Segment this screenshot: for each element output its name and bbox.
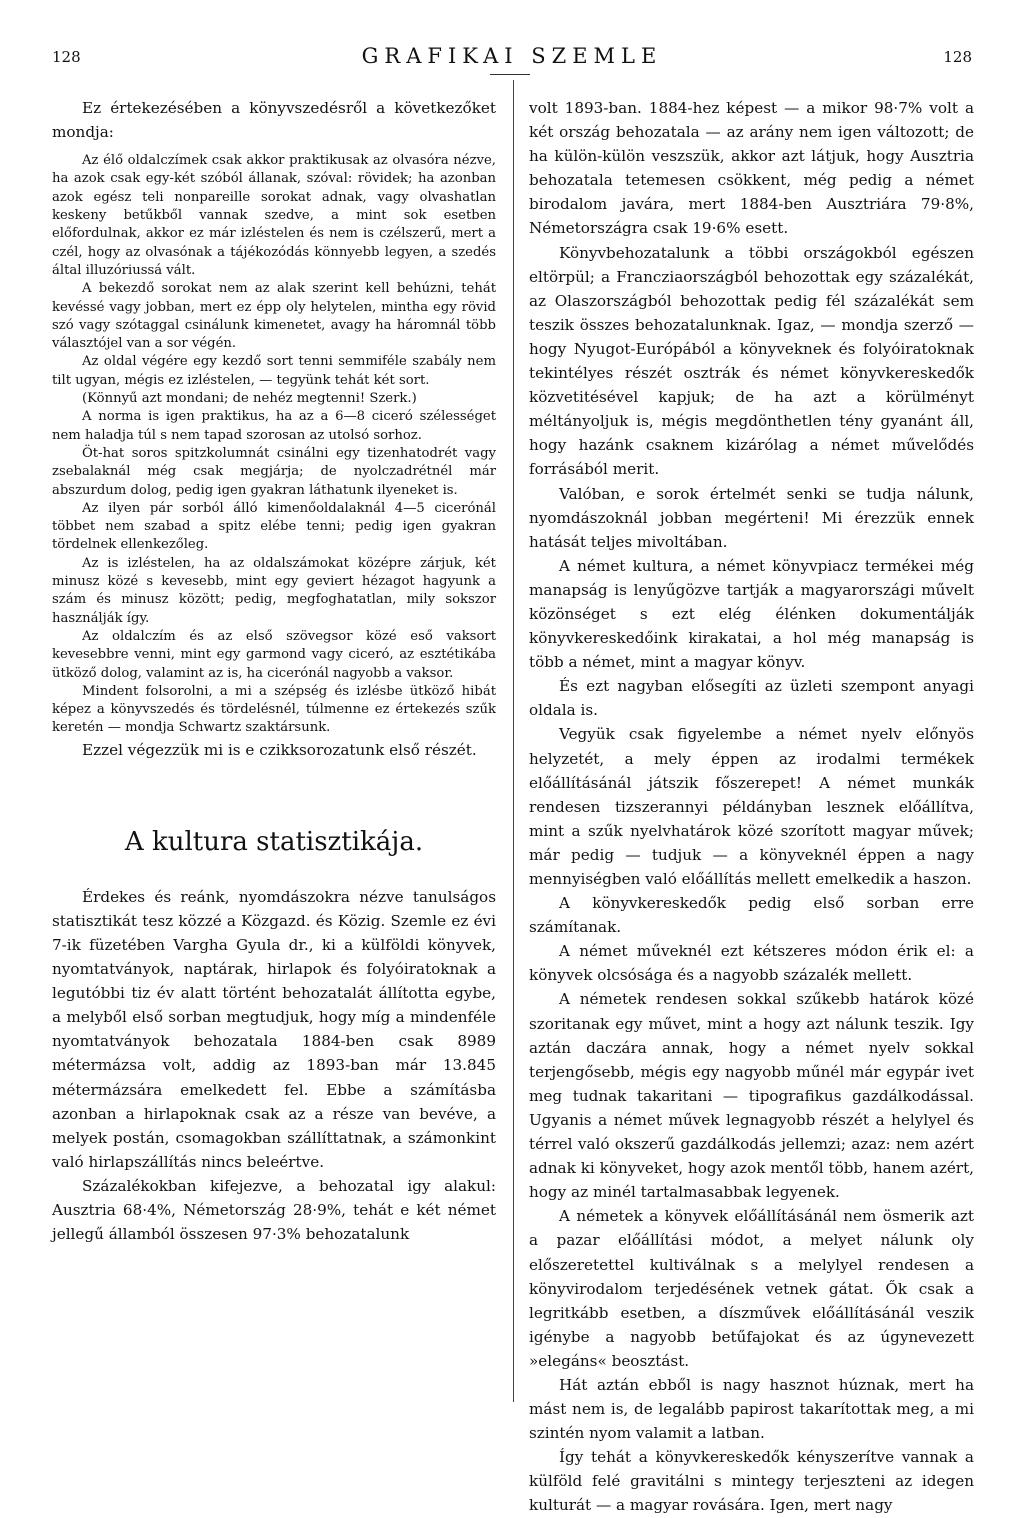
body-paragraph: A németek a könyvek előállításánál nem ösmerik azt a pazar előállítási módot, a melyet nálunk oly előszeretettel kultiválnak s a melylyel rendesen a könyvirodalom terjedésének vetnek gátat. Ők csak a legritkább esetben, a díszművek előállításánál veszik igénybe a nagyobb betűfajokat és az úgynevezett »elegáns« beosztást.	[529, 1207, 974, 1370]
quote-paragraph: (Könnyű azt mondani; de nehéz megtenni! Szerk.)	[82, 391, 417, 407]
body-paragraph: Hát aztán ebből is nagy hasznot húznak, mert ha mást nem is, de legalább papirost takarítottak meg, a mi szintén nyom valamit a latban.	[529, 1375, 974, 1443]
section-heading: A kultura statisztikája.	[124, 826, 424, 857]
page-header	[52, 44, 972, 74]
intro-paragraph: Ez értekezésében a könyvszedésről a következőket mondja:	[52, 99, 496, 142]
left-column	[52, 96, 496, 1246]
quote-paragraph: Az is izléstelen, ha az oldalszámokat középre zárjuk, két minusz közé s kevesebb, mint egy geviert hézagot hagyunk a szám és minusz között; pedig, megfoghatatlan, mily sokszor használják így.	[52, 555, 496, 626]
body-paragraph: Könyvbehozatalunk a többi országokból egészen eltörpül; a Francziaországból behozottak egy százalékát, az Olaszországból behozottak pedig fél százalékát sem teszik összes behozatalunknak. Igaz, — mondja szerző — hogy Nyugot-Európából a könyveknek és folyóiratoknak tekintélyes részét osztrák és német könyvkereskedők közvetitésével kapjuk; de ha azt a körülményt méltányoljuk is, mégis megdönthetlen tény gyanánt áll, hogy hazánk csaknem kizárólag a német művelődés forrásából merit.	[529, 243, 974, 479]
quote-paragraph: A norma is igen praktikus, ha az a 6—8 ciceró szélességet nem haladja túl s nem tapad szorosan az utolsó sorhoz.	[52, 409, 496, 443]
body-paragraph: A könyvkereskedők pedig első sorban erre számítanak.	[529, 894, 974, 937]
running-title: GRAFIKAI SZEMLE	[361, 44, 663, 68]
body-paragraph: A német műveknél ezt kétszeres módon érik el: a könyvek olcsósága és a nagyobb százalék mellett.	[529, 942, 974, 985]
quote-paragraph: Öt-hat soros spitzkolumnát csinálni egy tizenhatodrét vagy zsebalaknál még csak megjárja; de nyolczadrétnél már abszurdum dolog, pedig igen gyakran láthatunk ilyeneket is.	[52, 445, 496, 498]
body-paragraph: Érdekes és reánk, nyomdászokra nézve tanulságos statisztikát tesz közzé a Közgazd. és Közig. Szemle ez évi 7-ik füzetében Vargha Gyula dr., ki a külföldi könyvek, nyomtatványok, naptárak, hirlapok és folyóiratoknak a legutóbbi tiz év alatt történt behozatalát állította egybe, a melyből első sorban megtudjuk, hogy míg a mindenféle nyomtatványok behozatala 1884-ben csak 8989 métermázsa volt, addig az 1893-ban már 13.845 métermázsára emelkedett fel. Ebbe a számításba azonban a hirlapoknak csak az a része van bevéve, a melyek postán, csomagokban szállíttatnak, a számonkint való hirlapszállítás nincs beleértve.	[52, 887, 496, 1171]
body-paragraph: Százalékokban kifejezve, a behozatal igy alakul: Ausztria 68·4%, Németország 28·9%, tehát e két német jellegű államból összesen 97·3% behozatalunk	[52, 1176, 496, 1244]
body-paragraph: Így tehát a könyvkereskedők kényszerítve vannak a külföld felé gravitálni s mintegy terjeszteni az idegen kulturát — a magyar rovására. Igen, mert nagy	[529, 1448, 974, 1515]
quote-paragraph: A bekezdő sorokat nem az alak szerint kell behúzni, tehát kevéssé vagy jobban, mert ez épp oly helytelen, mintha egy rövid szó vagy szótaggal csinálunk kimenetet, avagy ha háromnál több választójel van a sor végén.	[52, 281, 496, 352]
quote-paragraph: Az oldalczím és az első szövegsor közé eső vaksort kevesebbre venni, mint egy garmond vagy ciceró, az esztétikába ütköző dolog, valamint az is, ha cicerónál nagyobb a vaksor.	[52, 628, 496, 681]
closing-paragraph: Ezzel végezzük mi is e czikksorozatunk első részét.	[82, 740, 477, 759]
quote-paragraph: Az ilyen pár sorból álló kimenőoldalaknál 4—5 cicerónál többet nem szabad a spitz elébe tenni; pedig igen gyakran tördelnek ellenkezőleg.	[52, 500, 496, 553]
body-paragraph: A németek rendesen sokkal szűkebb határok közé szoritanak egy művet, mint a hogy azt nálunk teszik. Igy aztán daczára annak, hogy a német nyelv sokkal terjengősebb, mégis egy nagyobb műnél már egypár ivet meg tudnak takaritani — tipografikus gazdálkodással. Ugyanis a német művek legnagyobb részét a helylyel és térrel való okszerű gazdálkodás jellemzi; azaz: nem azért adnak ki könyveket, hogy azok mentől több, hanem azért, hogy az minél tartalmasabbak legyenek.	[529, 990, 974, 1202]
page-number-right: 128	[943, 48, 972, 66]
body-paragraph: Vegyük csak figyelembe a német nyelv előnyös helyzetét, a mely éppen az irodalmi termékek előállításánál játszik főszerepet! A német munkák rendesen tizszerannyi példányban lesznek előállítva, mint a szűk nyelvhatárok közé szorított magyar művek; már pedig — tudjuk — a könyveknél éppen a nagy mennyiségben való előállítás mellett emelkedik a haszon.	[529, 725, 974, 888]
right-column	[529, 96, 974, 1518]
quote-paragraph: Az élő oldalczímek csak akkor praktikusak az olvasóra nézve, ha azok csak egy-két szóból állanak, szóval: rövidek; ha azonban azok egész teli nonpareille sorokat adnak, vagy olvashatlan keskeny betűkből vannak szedve, a mint sok esetben előfordulnak, akkor ez már izléstelen és nem is czélszerű, mert a czél, hogy az olvasónak a tájékozódás könnyebb legyen, a szedés által illuzóriussá vált.	[52, 153, 496, 278]
page-number-left: 128	[52, 48, 81, 66]
body-paragraph: volt 1893-ban. 1884-hez képest — a mikor 98·7% volt a két ország behozatala — az arány nem igen változott; de ha külön-külön veszszük, akkor azt látjuk, hogy Ausztria behozatala tetemesen csökkent, még pedig a német birodalom javára, mert 1884-ben Ausztriára 79·8%, Németországra csak 19·6% esett.	[529, 99, 974, 238]
body-paragraph: Valóban, e sorok értelmét senki se tudja nálunk, nyomdászoknál jobban megérteni! Mi érezzük ennek hatását teljes mivoltában.	[529, 484, 974, 551]
body-paragraph: És ezt nagyban elősegíti az üzleti szempont anyagi oldala is.	[529, 677, 974, 720]
quote-paragraph: Mindent folsorolni, a mi a szépség és izlésbe ütköző hibát képez a könyvszedés és tördelésnél, túlmenne ez értekezés szűk keretén — mondja Schwartz szaktársunk.	[52, 683, 496, 736]
quote-paragraph: Az oldal végére egy kezdő sort tenni semmiféle szabály nem tilt ugyan, mégis ez izléstelen, — tegyünk tehát két sort.	[52, 354, 496, 388]
header-rule	[490, 74, 530, 75]
body-paragraph: A német kultura, a német könyvpiacz termékei még manapság is lenyűgözve tartják a magyarországi művelt közönséget s ezt elég élénken dokumentálják könyvkereskedőink kirakatai, a hol még manapság is több a német, mint a magyar könyv.	[529, 556, 974, 672]
column-divider	[513, 80, 514, 1402]
